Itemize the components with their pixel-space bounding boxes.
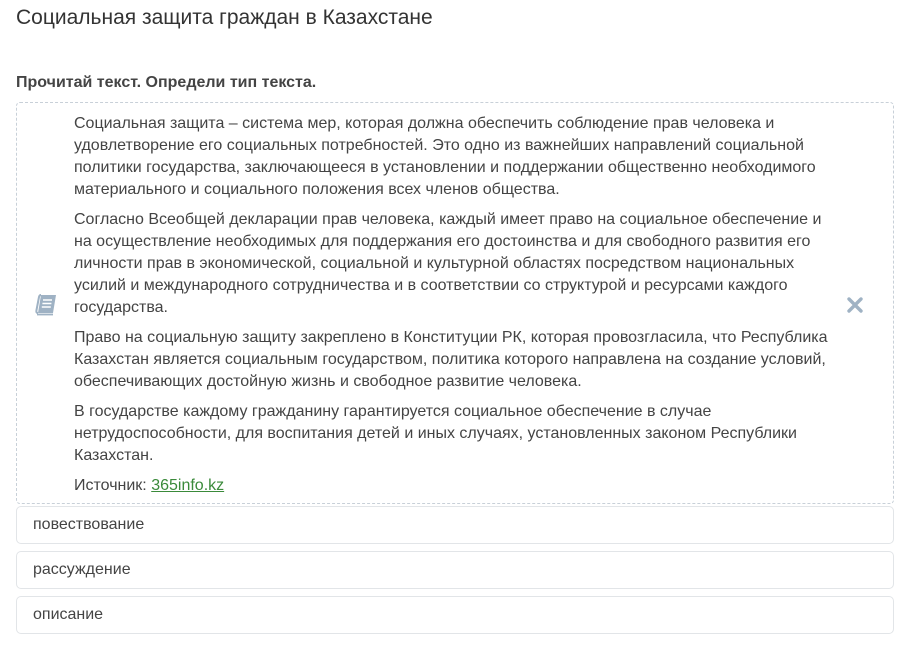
source-label: Источник: (74, 477, 152, 494)
reading-text-panel (16, 102, 894, 504)
text-paragraph: В государстве каждому гражданину гарантируется социальное обеспечение в случае нетрудоспособности, для воспитания детей и иных случаях, установленных законом Республики Казахстан. (74, 403, 797, 464)
answer-option-narration[interactable]: повествование (16, 506, 894, 544)
text-paragraph: Право на социальную защиту закреплено в Конституции РК, которая провозгласила, что Республика Казахстан является социальным государством, политика которого направлена на создание условий, обеспечивающих достойную жизнь и свободное развитие человека. (74, 329, 828, 390)
text-source (74, 475, 834, 497)
source-link[interactable]: 365info.kz (151, 477, 225, 494)
page-title: Социальная защита граждан в Казахстане (16, 6, 433, 29)
close-icon[interactable] (846, 296, 864, 314)
reading-text (74, 113, 834, 497)
question-prompt: Прочитай текст. Определи тип текста. (16, 74, 317, 91)
answer-option-description[interactable]: описание (16, 596, 894, 634)
book-icon (34, 294, 58, 316)
answer-option-reasoning[interactable]: рассуждение (16, 551, 894, 589)
text-paragraph: Социальная защита – система мер, которая должна обеспечить соблюдение прав человека и удовлетворение его социальных потребностей. Это одно из важнейших направлений социальной политики государства, заключающееся в установлении и поддержании общественно необходимого материального и социального положения всех членов общества. (74, 115, 816, 198)
text-paragraph: Согласно Всеобщей декларации прав человека, каждый имеет право на социальное обеспечение и на осуществление необходимых для поддержания его достоинства и для свободного развития его личности прав в экономической, социальной и культурной областях посредством национальных усилий и международного сотрудничества и в соответствии со структурой и ресурсами каждого государства. (74, 211, 822, 316)
